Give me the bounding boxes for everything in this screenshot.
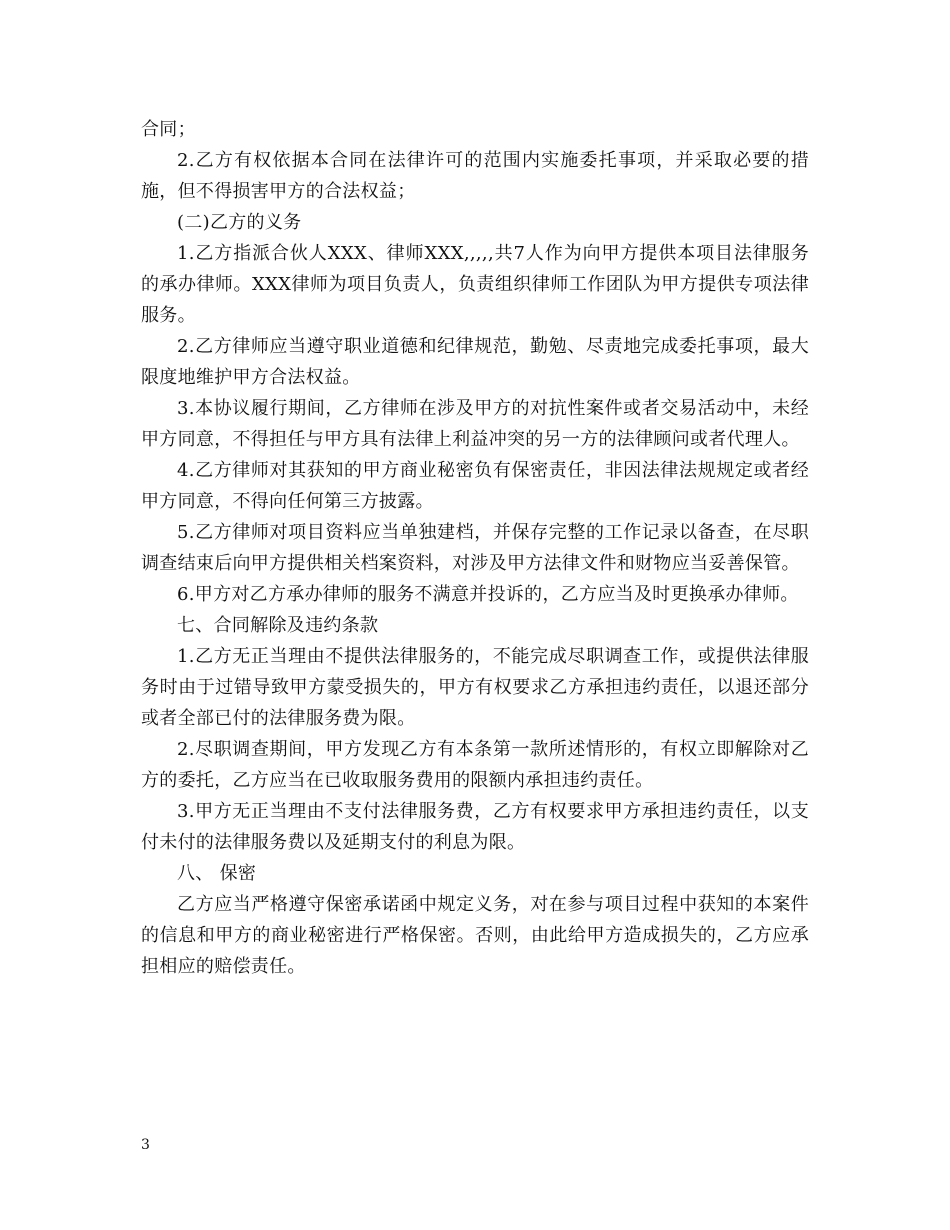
paragraph-termination-1: 1.乙方无正当理由不提供法律服务的，不能完成尽职调查工作，或提供法律服务时由于过错导致甲方蒙受损失的，甲方有权要求乙方承担违约责任，以退还部分或者全部已付的法律服务费为限。 (141, 646, 809, 729)
paragraph-continuation: 合同； (141, 119, 196, 140)
paragraph-obligation-1: 1.乙方指派合伙人XXX、律师XXX,,,,,共7人作为向甲方提供本项目法律服务的承办律师。XXX律师为项目负责人，负责组织律师工作团队为甲方提供专项法律服务。 (141, 243, 809, 326)
paragraph-confidentiality: 乙方应当严格遵守保密承诺函中规定义务，对在参与项目过程中获知的本案件的信息和甲方的商业秘密进行严格保密。否则，由此给甲方造成损失的，乙方应承担相应的赔偿责任。 (141, 894, 809, 977)
page-number: 3 (141, 1137, 150, 1153)
paragraph-obligation-3: 3.本协议履行期间，乙方律师在涉及甲方的对抗性案件或者交易活动中，未经甲方同意，不得担任与甲方具有法律上利益冲突的另一方的法律顾问或者代理人。 (141, 398, 809, 450)
section-heading-obligations: (二)乙方的义务 (177, 212, 302, 233)
paragraph-obligation-6: 6.甲方对乙方承办律师的服务不满意并投诉的，乙方应当及时更换承办律师。 (177, 584, 799, 605)
paragraph-termination-3: 3.甲方无正当理由不支付法律服务费，乙方有权要求甲方承担违约责任，以支付未付的法律服务费以及延期支付的利息为限。 (141, 801, 809, 853)
paragraph-obligation-4: 4.乙方律师对其获知的甲方商业秘密负有保密责任，非因法律法规规定或者经甲方同意，不得向任何第三方披露。 (141, 460, 809, 512)
section-heading-termination: 七、合同解除及违约条款 (177, 615, 379, 636)
paragraph-obligation-2: 2.乙方律师应当遵守职业道德和纪律规范，勤勉、尽责地完成委托事项，最大限度地维护甲方合法权益。 (141, 336, 809, 388)
paragraph-termination-2: 2.尽职调查期间，甲方发现乙方有本条第一款所述情形的，有权立即解除对乙方的委托，乙方应当在已收取服务费用的限额内承担违约责任。 (141, 739, 809, 791)
document-body (141, 114, 809, 982)
section-heading-confidentiality: 八、 保密 (177, 863, 257, 884)
paragraph-obligation-5: 5.乙方律师对项目资料应当单独建档，并保存完整的工作记录以备查，在尽职调查结束后向甲方提供相关档案资料，对涉及甲方法律文件和财物应当妥善保管。 (141, 522, 809, 574)
paragraph-clause-2-rights: 2.乙方有权依据本合同在法律许可的范围内实施委托事项，并采取必要的措施，但不得损害甲方的合法权益； (141, 150, 809, 202)
